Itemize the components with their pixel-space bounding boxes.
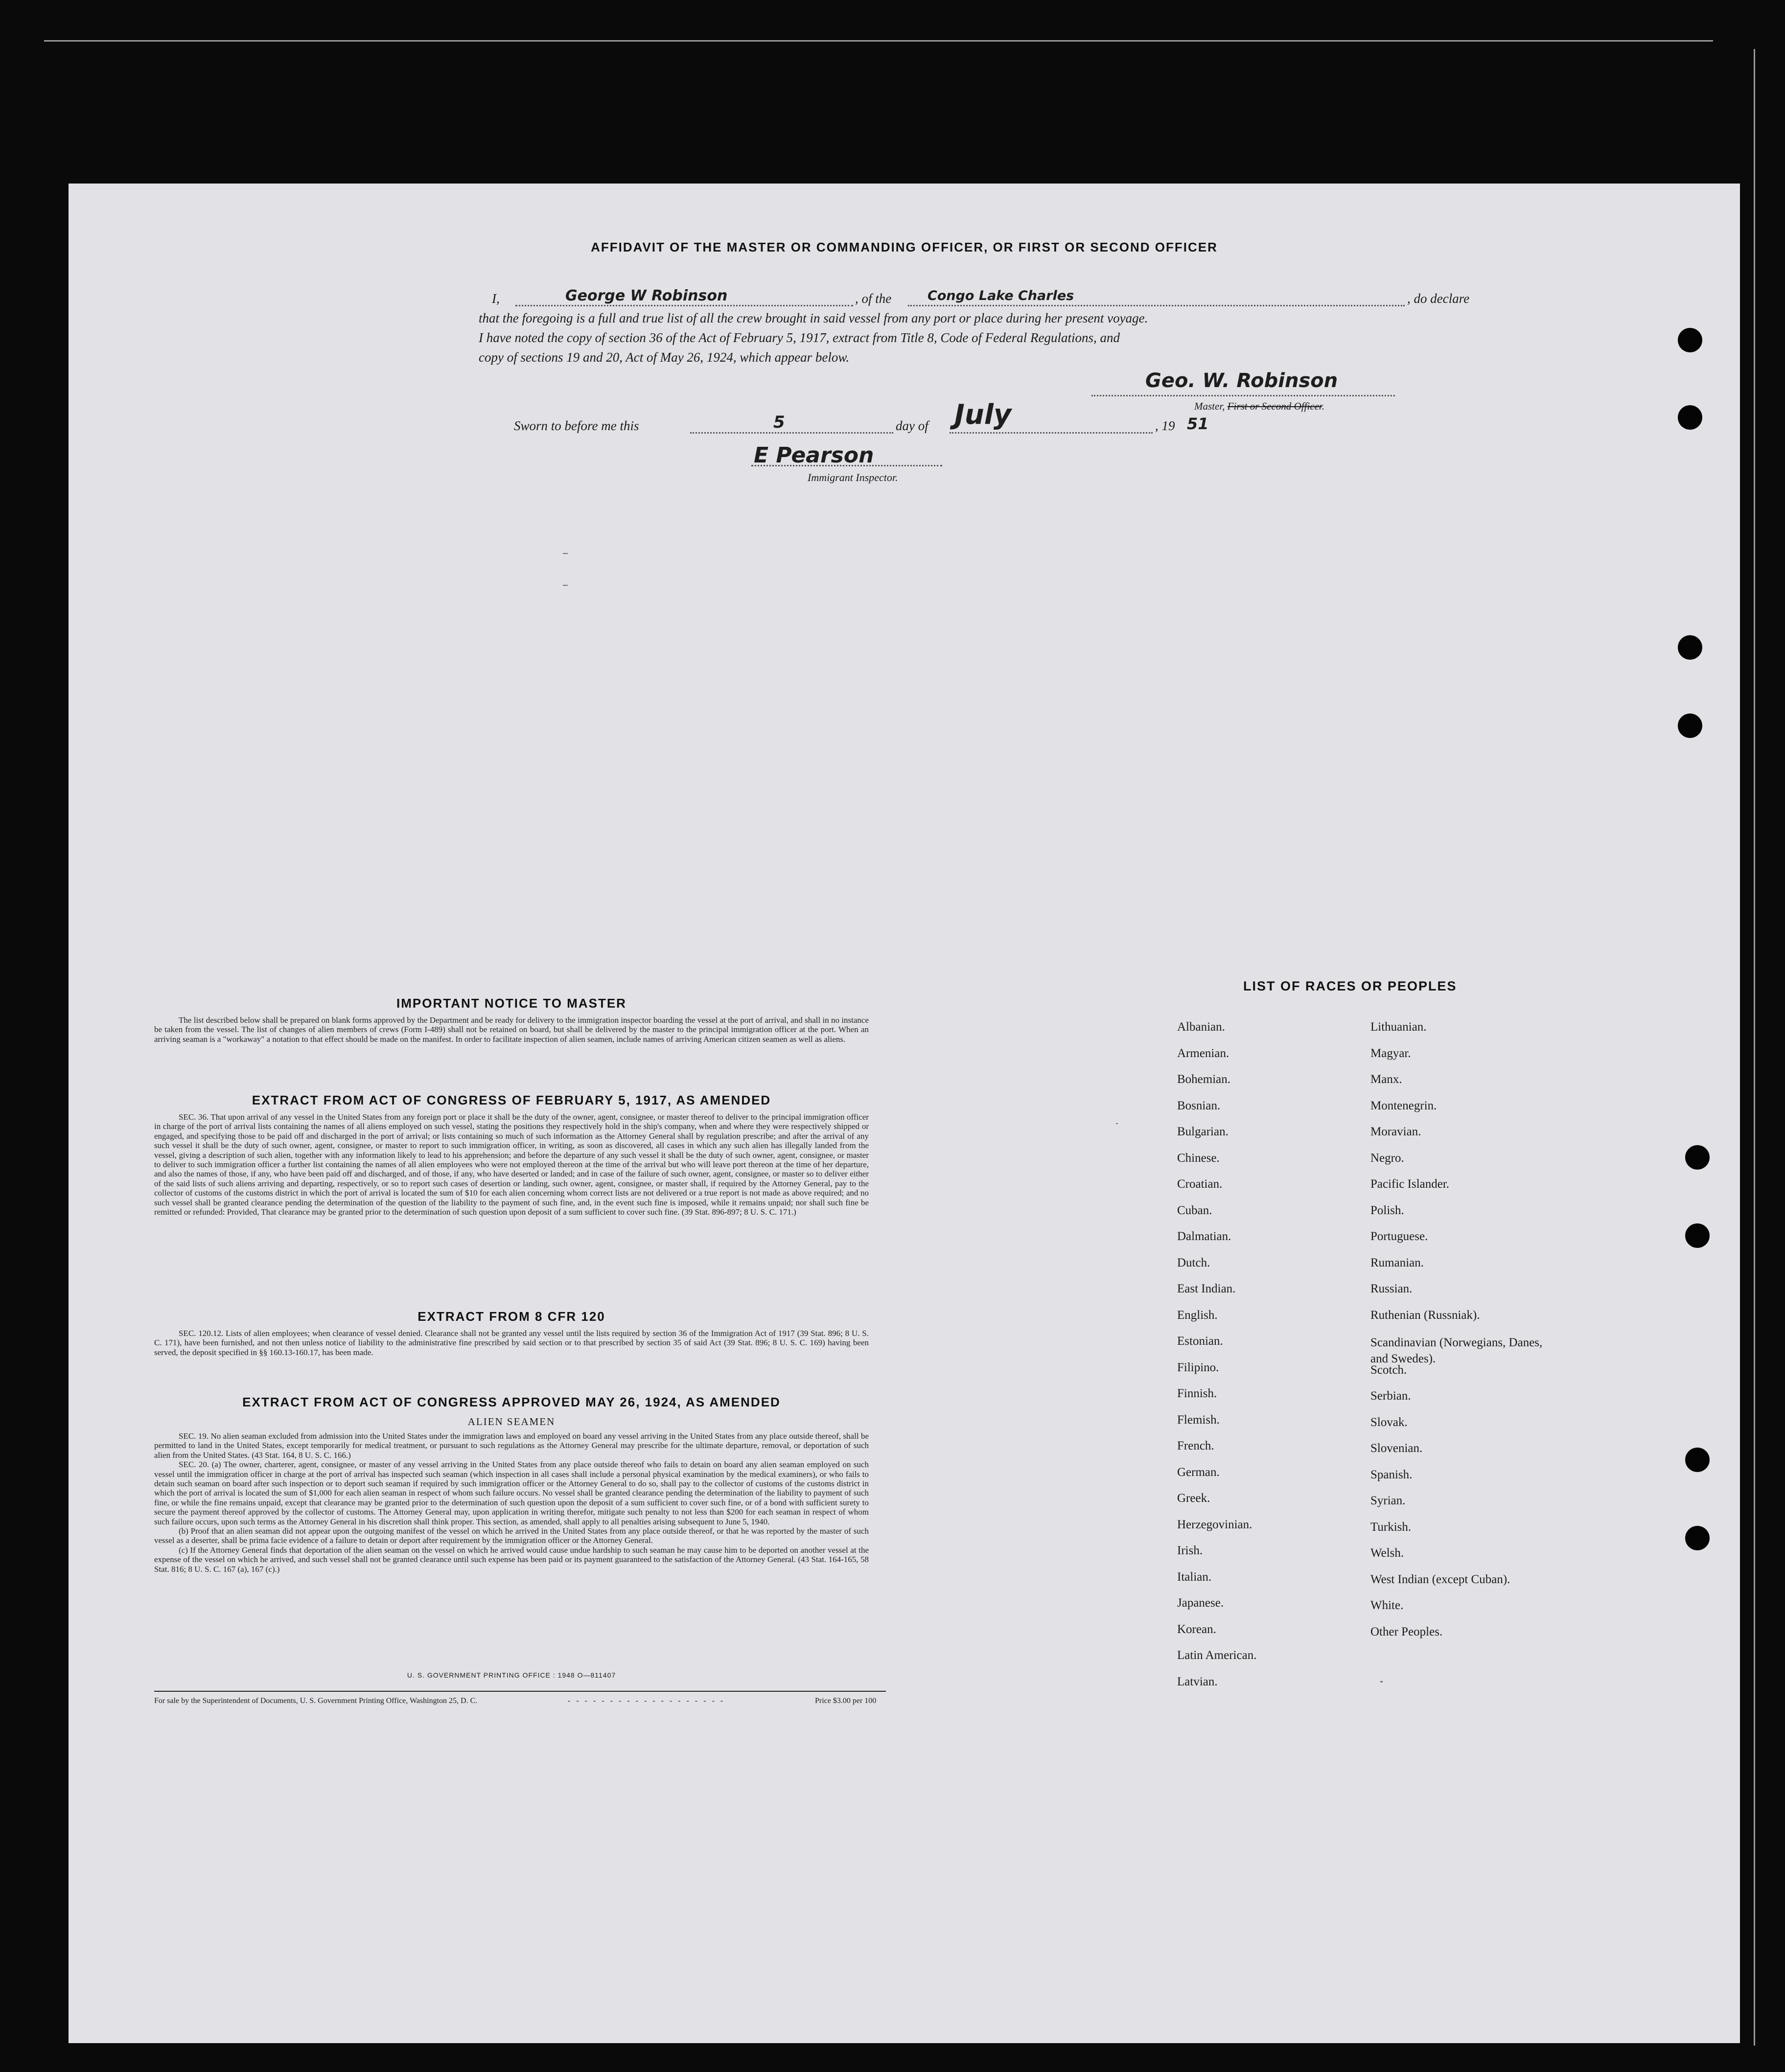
race-item: Spanish. bbox=[1370, 1468, 1413, 1481]
punch-hole bbox=[1678, 714, 1702, 738]
race-item: French. bbox=[1177, 1439, 1214, 1452]
race-item: Rumanian. bbox=[1370, 1256, 1424, 1269]
race-item: Ruthenian (Russniak). bbox=[1370, 1308, 1480, 1322]
footer-dots: - - - - - - - - - - - - - - - - - - - bbox=[568, 1697, 725, 1705]
vessel-name-handwritten: Congo Lake Charles bbox=[927, 288, 1074, 303]
race-item: Japanese. bbox=[1177, 1596, 1224, 1610]
race-item: Other Peoples. bbox=[1370, 1625, 1443, 1638]
race-item: Syrian. bbox=[1370, 1494, 1406, 1508]
inspector-label: Immigrant Inspector. bbox=[808, 471, 898, 483]
year-prefix: , 19 bbox=[1155, 418, 1175, 433]
race-item: Welsh. bbox=[1370, 1546, 1404, 1560]
race-item: Irish. bbox=[1177, 1544, 1203, 1557]
race-item: Slovak. bbox=[1370, 1415, 1408, 1429]
margin-dot bbox=[1116, 1123, 1118, 1124]
master-label-suffix: . bbox=[1321, 400, 1324, 412]
race-item: German. bbox=[1177, 1465, 1220, 1479]
cfr-120-title: EXTRACT FROM 8 CFR 120 bbox=[417, 1309, 605, 1324]
race-item: Scotch. bbox=[1370, 1363, 1407, 1377]
punch-hole bbox=[1685, 1145, 1710, 1170]
sec-19-paragraph: SEC. 19. No alien seaman excluded from admission into the United States under the immigration laws and employed on board any vessel arriving in the United States from any place outside thereof, shall be permitted to land in the United States, except temporarily for medical treatment, or pursuant to such regulations as the Attorney General may prescribe for the ultimate departure, removal, or deportation of such alien from the United States. (43 Stat. 164, 8 U. S. C. 166.) bbox=[154, 1431, 869, 1460]
sworn-prefix: Sworn to before me this bbox=[514, 418, 639, 433]
race-item: Herzegovinian. bbox=[1177, 1518, 1252, 1531]
races-title: LIST OF RACES OR PEOPLES bbox=[1243, 979, 1457, 993]
race-item: Latin American. bbox=[1177, 1649, 1257, 1662]
margin-dot bbox=[1380, 1681, 1383, 1682]
race-item: Cuban. bbox=[1177, 1203, 1212, 1217]
race-item: Moravian. bbox=[1370, 1125, 1421, 1138]
margin-dash bbox=[563, 553, 568, 554]
race-item: Bosnian. bbox=[1177, 1099, 1221, 1112]
extract-1917-title: EXTRACT FROM ACT OF CONGRESS OF FEBRUARY 5, 1917, AS AMENDED bbox=[252, 1093, 771, 1107]
frame-line-top bbox=[44, 40, 1713, 42]
document-page bbox=[69, 184, 1740, 2043]
affidavit-i: I, bbox=[492, 291, 500, 306]
affidavit-line-4: copy of sections 19 and 20, Act of May 26, 1924, which appear below. bbox=[479, 350, 850, 365]
race-item: Russian. bbox=[1370, 1282, 1413, 1295]
vessel-fill-line bbox=[908, 305, 1405, 306]
race-item: Negro. bbox=[1370, 1151, 1404, 1165]
cfr-120-paragraph: SEC. 120.12. Lists of alien employees; when clearance of vessel denied. Clearance shall not be granted any vessel until the lists required by section 36 of the Immigration Act of 1917 (39 Stat. 896; 8 U. S. C. 171), have been furnished, and not then unless notice of liability to the administrative fine prescribed by said section or to that prescribed by section 35 of said Act (39 Stat. 896; 8 U. S. C. 169) having been served, the deposit specified in §§ 160.13-160.17, has been made. bbox=[154, 1329, 869, 1357]
race-item: Magyar. bbox=[1370, 1046, 1411, 1060]
race-item: Polish. bbox=[1370, 1203, 1404, 1217]
race-item: Slovenian. bbox=[1370, 1442, 1423, 1455]
extract-1924-text bbox=[154, 1431, 869, 1574]
master-signature-line bbox=[1091, 395, 1395, 396]
notice-paragraph: The list described below shall be prepared on blank forms approved by the Department and be ready for delivery to the immigration inspector boarding the vessel at the port of arrival, and shall in no instance be taken from the vessel. The list of changes of alien members of crews (Form I-489) shall not be retained on board, but shall be delivered by the master to the principal immigration officer at the port. When an arriving seaman is a "workaway" a notation to that effect should be made on the manifest. In order to facilitate inspection of alien seamen, include names of arriving American citizen seamen as well as aliens. bbox=[154, 1015, 869, 1044]
printing-office-line: U. S. GOVERNMENT PRINTING OFFICE : 1948 O—811407 bbox=[407, 1671, 616, 1679]
race-item: Turkish. bbox=[1370, 1520, 1412, 1534]
race-item: Croatian. bbox=[1177, 1177, 1223, 1191]
punch-hole bbox=[1685, 1526, 1710, 1550]
cfr-120-text bbox=[154, 1329, 869, 1357]
sworn-month-fill-line bbox=[950, 432, 1153, 434]
punch-hole bbox=[1678, 635, 1702, 660]
affidavit-title: AFFIDAVIT OF THE MASTER OR COMMANDING OFFICER, OR FIRST OR SECOND OFFICER bbox=[591, 240, 1218, 254]
master-label-prefix: Master, bbox=[1194, 400, 1225, 412]
punch-hole bbox=[1685, 1448, 1710, 1472]
sec-20a-paragraph: SEC. 20. (a) The owner, charterer, agent, consignee, or master of any vessel arriving in the United States from any place outside thereof who fails to detain on board any alien seaman employed on such vessel until the immigration officer in charge at the port of arrival has inspected such seaman (which inspection in all cases shall include a personal physical examination by the medical examiners), or who fails to detain such seaman on board after such inspection or to deport such seaman if required by such immigration officer or the Attorney General to do so, shall pay to the collector of customs of the customs district in which the port of arrival is located the sum of $1,000 for each alien seaman in respect of whom such failure occurs. No vessel shall be granted clearance pending the determination of the liability to payment of such fine, or while the fine remains unpaid, except that clearance may be granted prior to the determination of such question upon the deposit of a sum sufficient to cover such fine, or of a bond with sufficient surety to secure the payment thereof approved by the collector of customs. The Attorney General may, upon application in writing therefor, mitigate such penalty to not less than $200 for each seaman in respect of whom such failure occurs, upon such terms as the Attorney General in his discretion shall think proper. This section, as amended, shall apply to all penalties arising subsequent to June 5, 1940. bbox=[154, 1460, 869, 1526]
notice-text bbox=[154, 1015, 869, 1044]
race-item: East Indian. bbox=[1177, 1282, 1236, 1295]
race-item: Albanian. bbox=[1177, 1020, 1225, 1034]
year-suffix: 51 bbox=[1187, 414, 1209, 433]
race-item: Flemish. bbox=[1177, 1413, 1220, 1427]
sworn-month: July bbox=[954, 399, 1012, 431]
race-item: English. bbox=[1177, 1308, 1218, 1322]
race-item: West Indian (except Cuban). bbox=[1370, 1572, 1510, 1586]
punch-hole bbox=[1678, 405, 1702, 430]
race-item: Montenegrin. bbox=[1370, 1099, 1437, 1112]
race-item: Bulgarian. bbox=[1177, 1125, 1229, 1138]
race-item: Korean. bbox=[1177, 1622, 1216, 1636]
inspector-signature: E Pearson bbox=[754, 443, 874, 468]
sec-20c-paragraph: (c) If the Attorney General finds that deportation of the alien seaman on the vessel on which he arrived would cause undue hardship to such seaman he may cause him to be deported on another vessel at the expense of the vessel on which he arrived, and such vessel shall not be granted clearance until such expense has been paid or its payment guaranteed to the satisfaction of the Attorney General. (43 Stat. 164-165, 58 Stat. 816; 8 U. S. C. 167 (a), 167 (c).) bbox=[154, 1545, 869, 1574]
name-fill-line bbox=[515, 305, 853, 306]
affidavit-line-2: that the foregoing is a full and true list of all the crew brought in said vessel from any port or place during her present voyage. bbox=[479, 311, 1148, 325]
affidavit-line-3: I have noted the copy of section 36 of the Act of February 5, 1917, extract from Title 8, Code of Federal Regulations, and bbox=[479, 330, 1120, 345]
sworn-day-fill-line bbox=[690, 432, 893, 434]
punch-hole bbox=[1685, 1223, 1710, 1248]
footer-price: Price $3.00 per 100 bbox=[815, 1697, 877, 1705]
race-item: Dutch. bbox=[1177, 1256, 1210, 1269]
master-name-handwritten: George W Robinson bbox=[565, 287, 728, 304]
race-item: Manx. bbox=[1370, 1073, 1402, 1086]
race-item: Finnish. bbox=[1177, 1387, 1217, 1400]
extract-1917-text bbox=[154, 1112, 869, 1217]
day-of: day of bbox=[896, 418, 928, 433]
races-left-column bbox=[1177, 1020, 1353, 1705]
race-item: Filipino. bbox=[1177, 1360, 1219, 1374]
race-item: Dalmatian. bbox=[1177, 1230, 1231, 1243]
affidavit-line-1 bbox=[492, 287, 1473, 311]
sworn-day: 5 bbox=[773, 413, 785, 432]
race-item: Italian. bbox=[1177, 1570, 1212, 1584]
frame-line-right bbox=[1754, 49, 1755, 2046]
race-item: Scandinavian (Norwegians, Danes, and Swedes). bbox=[1370, 1336, 1543, 1365]
race-item: White. bbox=[1370, 1599, 1404, 1612]
footer-rule bbox=[154, 1691, 886, 1692]
footer-sale-text: For sale by the Superintendent of Documents, U. S. Government Printing Office, Washington 25, D. C. bbox=[154, 1697, 478, 1705]
race-item: Armenian. bbox=[1177, 1046, 1229, 1060]
race-item: Portuguese. bbox=[1370, 1230, 1428, 1243]
master-label bbox=[1194, 400, 1324, 413]
master-signature: Geo. W. Robinson bbox=[1145, 369, 1338, 392]
margin-dash bbox=[563, 585, 568, 586]
affidavit-of-the: , of the bbox=[855, 291, 892, 306]
race-item: Estonian. bbox=[1177, 1335, 1223, 1348]
extract-1924-title: EXTRACT FROM ACT OF CONGRESS APPROVED MAY 26, 1924, AS AMENDED bbox=[242, 1395, 781, 1409]
races-right-column bbox=[1370, 1020, 1586, 1705]
master-label-struck: First or Second Officer bbox=[1227, 400, 1322, 412]
affidavit-do-declare: , do declare bbox=[1407, 291, 1470, 306]
sec-20b-paragraph: (b) Proof that an alien seaman did not appear upon the outgoing manifest of the vessel on which he arrived in the United States from any place outside thereof, or that he was reported by the master of such vessel as a deserter, shall be prima facie evidence of a failure to detain or deport after requirement by the immigration officer or the Attorney General. bbox=[154, 1526, 869, 1545]
race-item: Serbian. bbox=[1370, 1389, 1411, 1403]
punch-hole bbox=[1678, 328, 1702, 352]
extract-1917-paragraph: SEC. 36. That upon arrival of any vessel in the United States from any foreign port or place it shall be the duty of the owner, agent, consignee, or master thereof to deliver to the principal immigration officer in charge of the port of arrival lists containing the names of all aliens employed on such vessel, stating the positions they respectively hold in the ship's company, when and where they were respectively shipped or engaged, and specifying those to be paid off and discharged in the port of arrival; or lists containing so much of such information as the Attorney General shall by regulation prescribe; and after the arrival of any such vessel it shall be the duty of such owner, agent, consignee, or master to report to such immigration officer, in writing, as soon as discovered, all cases in which any such alien has illegally landed from the vessel, giving a description of such alien, together with any information likely to lead to his apprehension; and before the departure of any such vessel it shall be the duty of such owner, agent, consignee, or master to deliver to such immigration officer a further list containing the names of all alien employees who were not employed thereon at the time of the arrival but who will leave port thereon at the time of her departure, and also the names of those, if any, who have been paid off and discharged, and of those, if any, who have deserted or landed; and in case of the failure of such owner, agent, consignee, or master so to deliver either of the said lists of such aliens arriving and departing, respectively, or so to report such cases of desertion or landing, such owner, agent, consignee, or master shall, if required by the Attorney General, pay to the collector of customs of the customs district in which the port of arrival is located the sum of $10 for each alien concerning whom correct lists are not delivered or a true report is not made as above required; and no such vessel shall be granted clearance pending the determination of the question of the liability to the payment of such fine, and, in the event such fine is imposed, while it remains unpaid; nor shall such fine be remitted or refunded: Provided, That clearance may be granted prior to the determination of such question upon deposit of a sum sufficient to cover such fine. (39 Stat. 896-897; 8 U. S. C. 171.) bbox=[154, 1112, 869, 1217]
race-item: Latvian. bbox=[1177, 1675, 1218, 1688]
alien-seamen-subtitle: ALIEN SEAMEN bbox=[467, 1416, 556, 1427]
race-item: Chinese. bbox=[1177, 1151, 1220, 1165]
race-item: Greek. bbox=[1177, 1492, 1210, 1505]
race-item: Bohemian. bbox=[1177, 1073, 1231, 1086]
race-item: Pacific Islander. bbox=[1370, 1177, 1450, 1191]
notice-title: IMPORTANT NOTICE TO MASTER bbox=[396, 996, 626, 1011]
race-item: Lithuanian. bbox=[1370, 1020, 1427, 1034]
